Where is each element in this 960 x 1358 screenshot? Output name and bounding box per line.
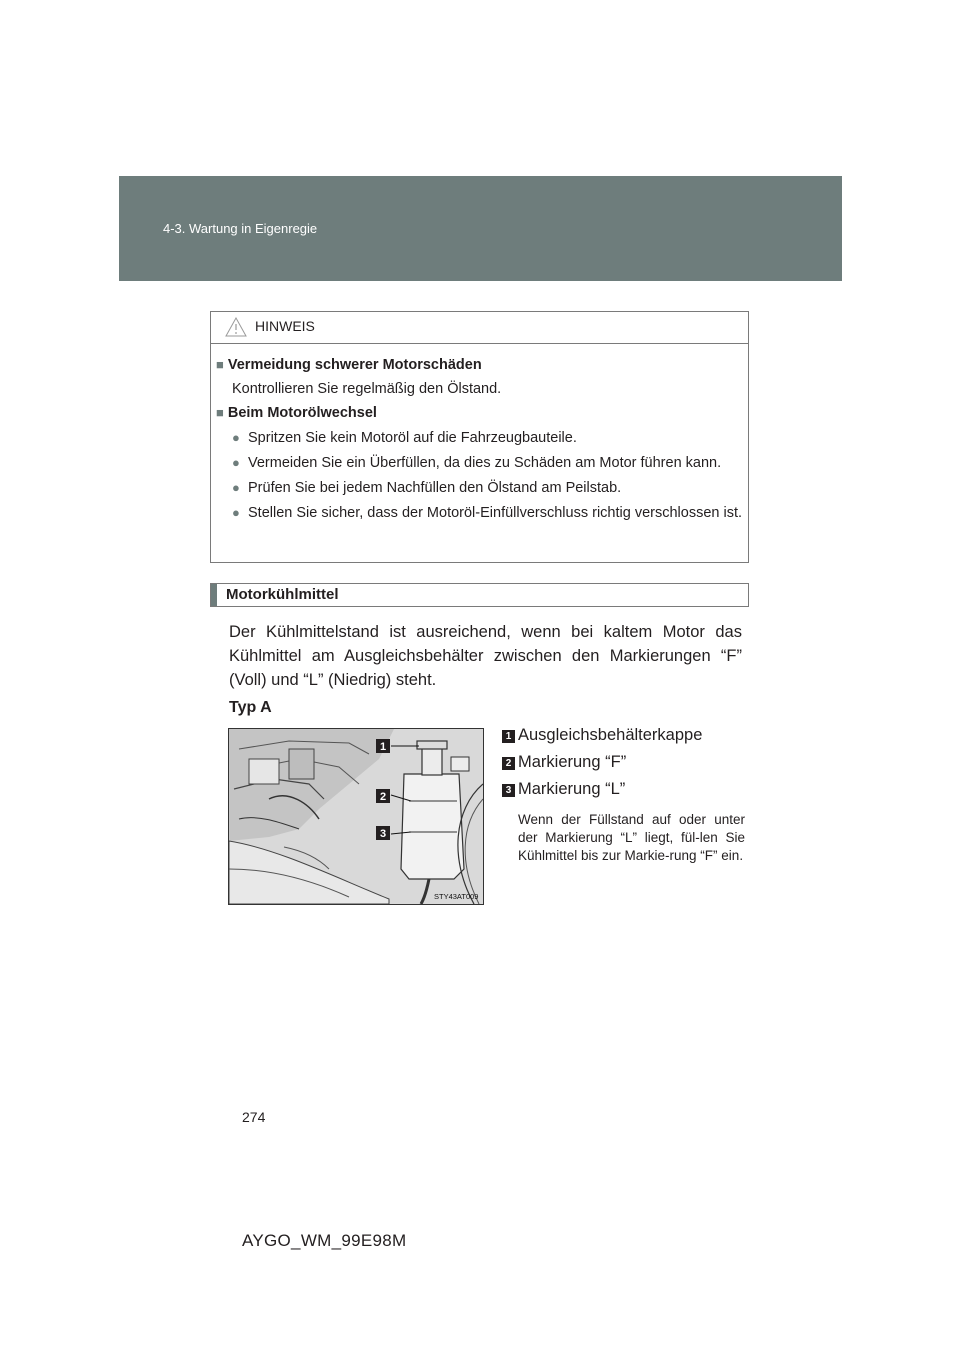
notice-body [211,344,748,523]
coolant-note: Wenn der Füllstand auf oder unter der Markierung “L” liegt, fül-len Sie Kühlmittel bis zur Markie-rung “F” ein. [518,812,745,863]
coolant-reservoir-figure [228,728,484,905]
notice-box [210,311,749,563]
notice-item: ● Vermeiden Sie ein Überfüllen, da dies zu Schäden am Motor führen kann. [232,455,722,471]
notice-title: HINWEIS [255,318,315,334]
legend-item-2: 2 Markierung “F” [502,753,626,772]
section-title: Motorkühlmittel [226,586,339,603]
circle-bullet-icon: ● [232,455,240,470]
section-title-box [210,583,749,607]
notice-header [211,312,748,344]
page-number: 274 [242,1109,266,1125]
section-paragraph: Der Kühlmittelstand ist ausreichend, wenn bei kaltem Motor das Kühlmittel am Ausgleichsbehälter zwischen den Markierungen “F” (Voll) und “L” (Niedrig) steht. [229,623,742,689]
square-bullet-icon: ■ [216,357,224,372]
document-code: AYGO_WM_99E98M [242,1231,407,1250]
section-breadcrumb: 4-3. Wartung in Eigenregie [163,221,318,236]
figure-code: STY43AT009 [434,892,479,901]
engine-bay-illustration [229,729,483,904]
notice-item: ● Stellen Sie sicher, dass der Motoröl-Einfüllverschluss richtig verschlossen ist. [232,505,743,521]
notice-heading-2: ■ Beim Motorölwechsel [216,405,377,421]
type-label: Typ A [229,699,272,716]
circle-bullet-icon: ● [232,430,240,445]
section-title-bar [211,584,217,606]
notice-item: ● Spritzen Sie kein Motoröl auf die Fahrzeugbauteile. [232,430,577,446]
circle-bullet-icon: ● [232,505,240,520]
figure-callout-1: 1 [379,741,387,753]
square-bullet-icon: ■ [216,405,224,420]
figure-callout-3: 3 [379,828,387,840]
warning-triangle-icon [225,317,247,337]
legend-item-1: 1 Ausgleichsbehälterkappe [502,726,702,745]
notice-item: ● Prüfen Sie bei jedem Nachfüllen den Ölstand am Peilstab. [232,480,622,496]
notice-text-1: Kontrollieren Sie regelmäßig den Ölstand. [232,381,502,397]
notice-heading-1: ■ Vermeidung schwerer Motorschäden [216,357,482,373]
circle-bullet-icon: ● [232,480,240,495]
legend-item-3: 3 Markierung “L” [502,780,625,799]
figure-callout-2: 2 [379,791,387,803]
